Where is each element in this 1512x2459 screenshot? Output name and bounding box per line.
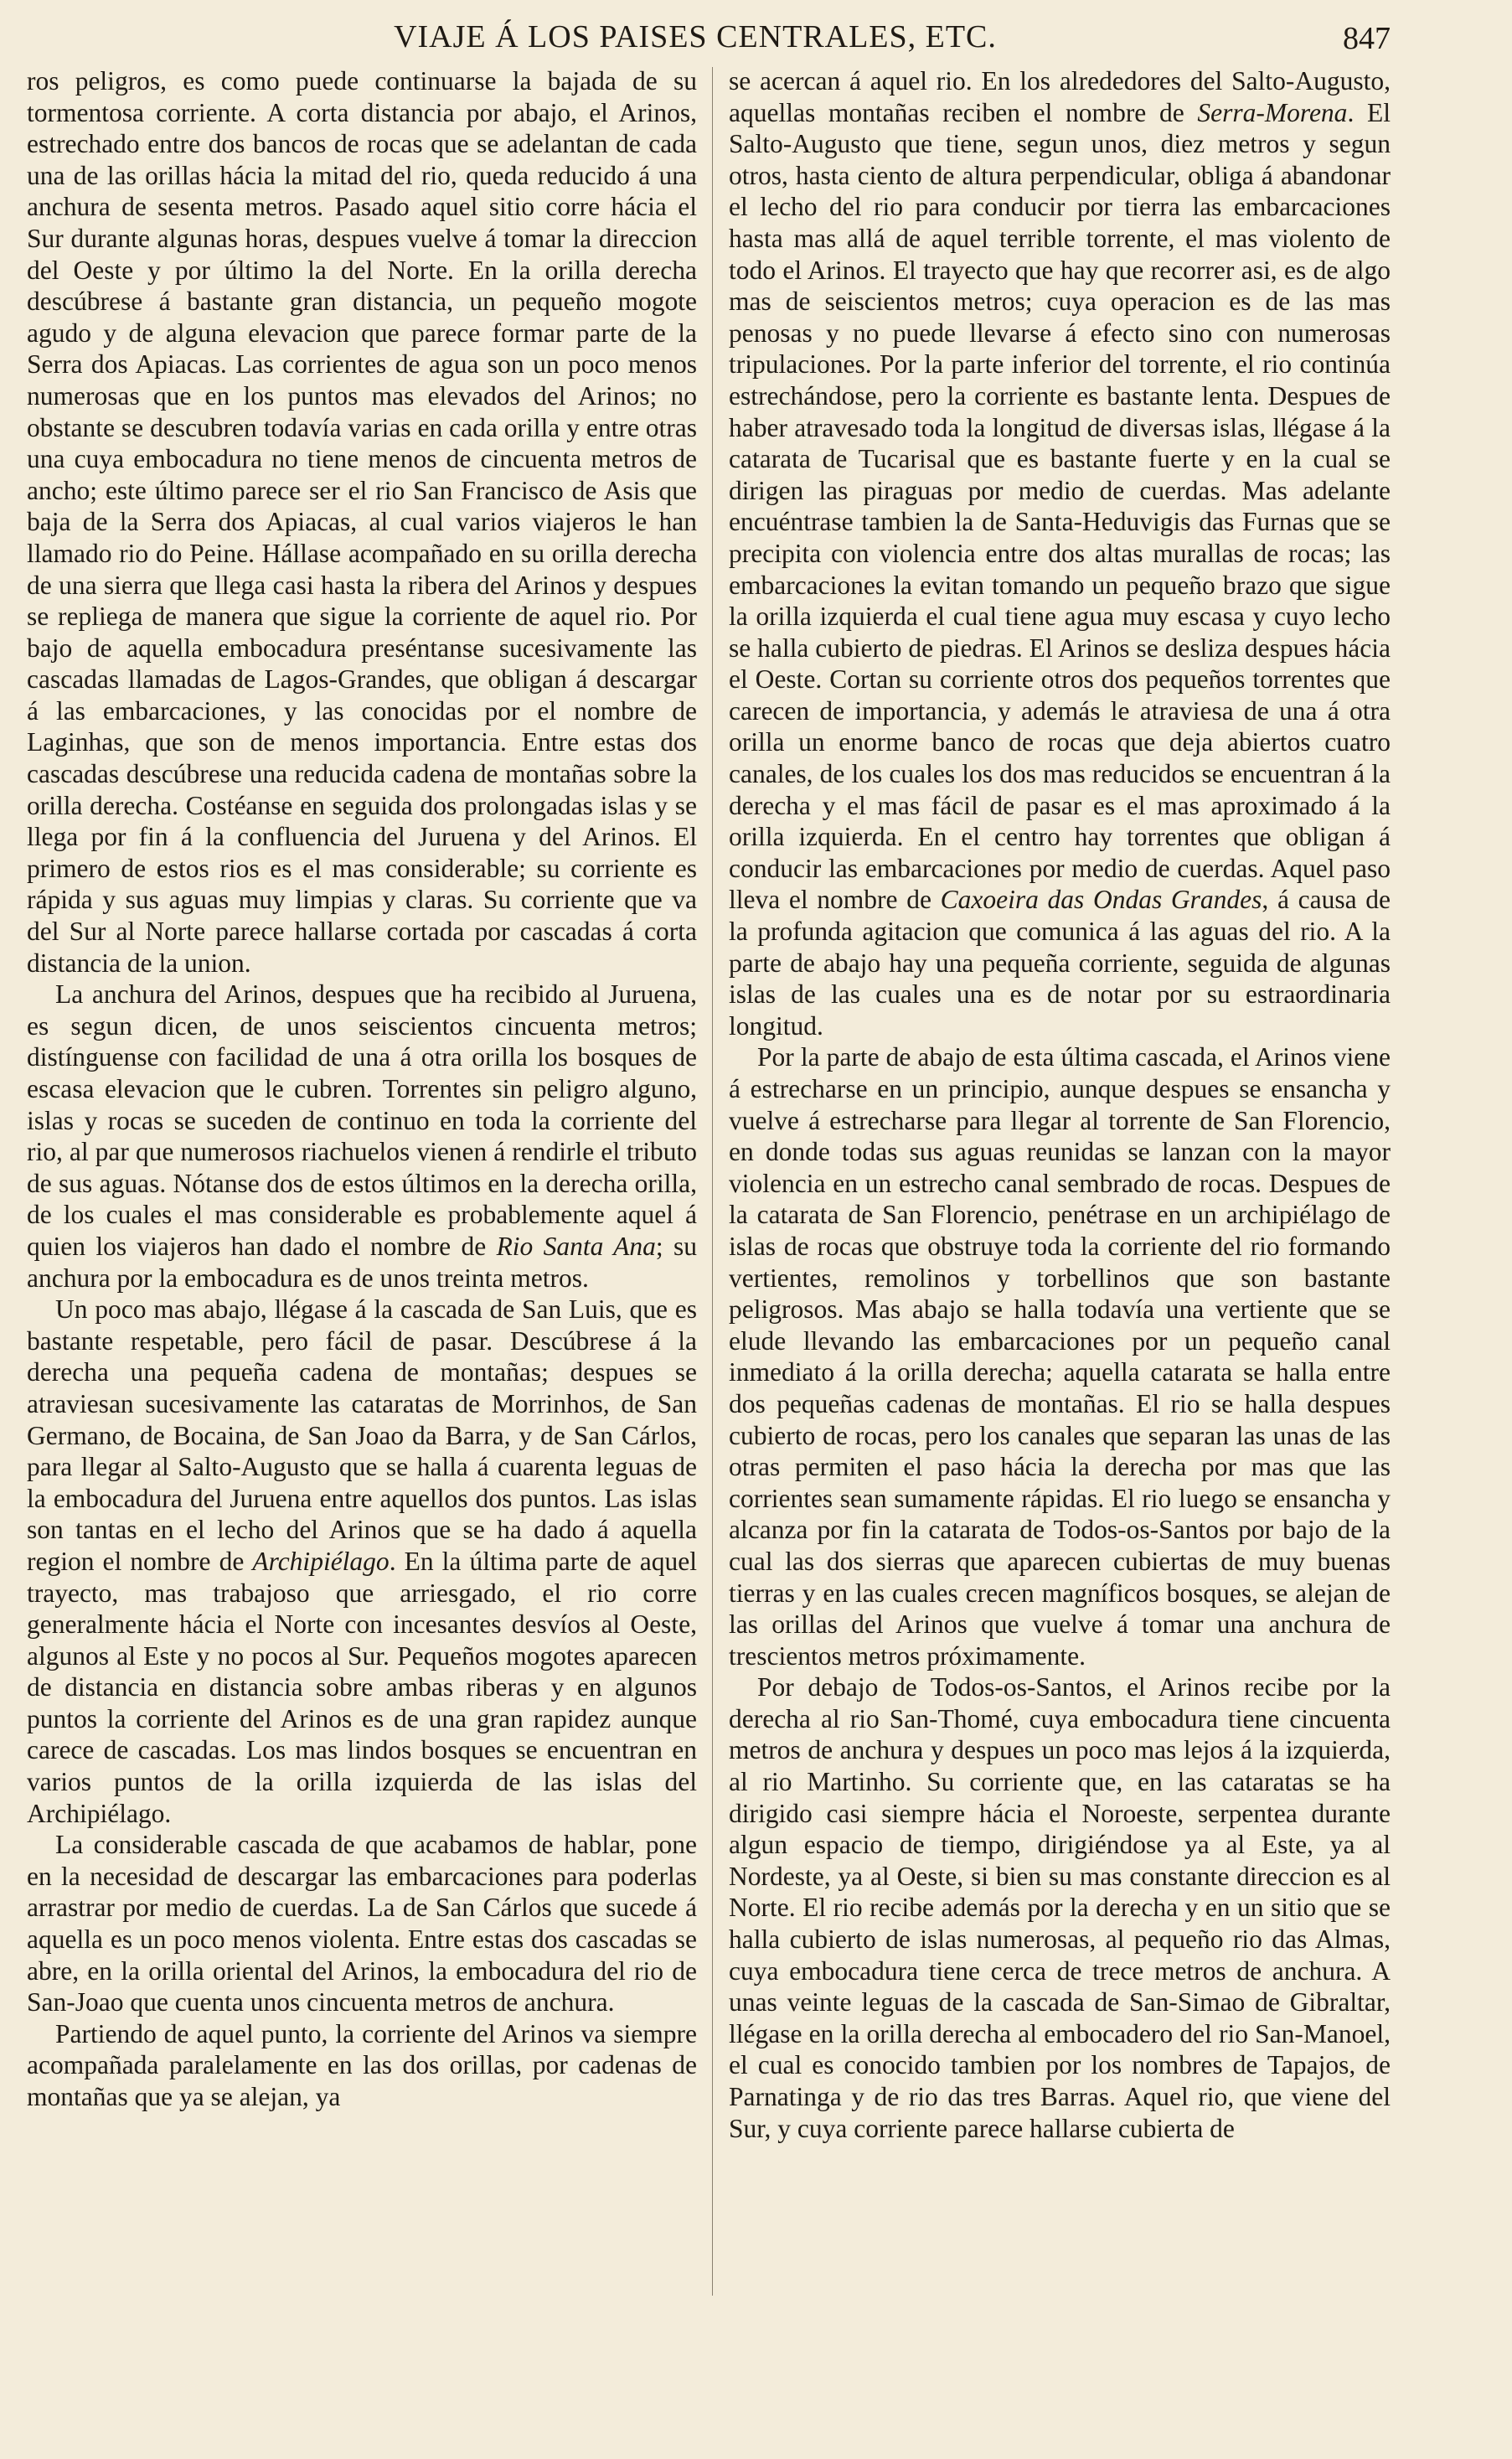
place-name: Caxoeira das Ondas Grandes [940,885,1262,915]
column-divider [712,67,713,2296]
paragraph: La anchura del Arinos, despues que ha recibido al Juruena, es segun dicen, de unos seiscientos cincuenta metros; distínguense con facilidad de una á otra orilla los bosques de escasa elevacion que le cubren. Torrentes sin peligro alguno, islas y rocas se suceden de continuo en toda la corriente del rio, al par que numerosos riachuelos vienen á rendirle el tributo de sus aguas. Nótanse dos de estos últimos en la derecha orilla, de los cuales el mas considerable es probablemente aquel á quien los viajeros han dado el nombre de Rio Santa Ana; su anchura por la embocadura es de unos treinta metros. [27,979,697,1293]
place-name: Rio Santa Ana [496,1231,656,1261]
right-column [729,65,1391,2311]
place-name: Archipiélago [252,1546,390,1576]
page-header [17,18,1391,69]
running-title: VIAJE Á LOS PAISES CENTRALES, ETC. [394,19,997,54]
paragraph: La considerable cascada de que acabamos de hablar, pone en la necesidad de descargar las embarcaciones para poderlas arrastrar por medio de cuerdas. La de San Cárlos que sucede á aquella es un poco menos violenta. Entre estas dos cascadas se abre, en la orilla oriental del Arinos, la embocadura del rio de San-Joao que cuenta unos cincuenta metros de anchura. [27,1830,697,2017]
left-column [27,65,697,2311]
paragraph: Un poco mas abajo, llégase á la cascada de San Luis, que es bastante respetable, pero fácil de pasar. Descúbrese á la derecha una pequeña cadena de montañas; despues se atraviesan sucesivamente las cataratas de Morrinhos, de San Germano, de Bocaina, de San Joao da Barra, y de San Cárlos, para llegar al Salto-Augusto que se halla á cuarenta leguas de la embocadura del Juruena entre aquellos dos puntos. Las islas son tantas en el lecho del Arinos que se ha dado á aquella region el nombre de Archipiélago. En la última parte de aquel trayecto, mas trabajoso que arriesgado, el rio corre generalmente hácia el Norte con incesantes desvíos al Oeste, algunos al Este y no pocos al Sur. Pequeños mogotes aparecen de distancia en distancia sobre ambas riberas y en algunos puntos la corriente del Arinos es de una gran rapidez aunque carece de cascadas. Los mas lindos bosques se encuentran en varios puntos de la orilla izquierda de las islas del Archipiélago. [27,1294,697,1828]
paragraph: Por debajo de Todos-os-Santos, el Arinos recibe por la derecha al rio San-Thomé, cuya embocadura tiene cincuenta metros de anchura y despues un poco mas lejos á la izquierda, al rio Martinho. Su corriente que, en las cataratas se ha dirigido casi siempre hácia el Noroeste, serpentea durante algun espacio de tiempo, dirigiéndose ya al Este, ya al Nordeste, ya al Oeste, si bien su mas constante direccion es al Norte. El rio recibe además por la derecha y en un sitio que se halla cubierto de islas numerosas, al pequeño rio das Almas, cuya embocadura tiene cerca de trece metros de anchura. A unas veinte leguas de la cascada de San-Simao de Gibraltar, llégase en la orilla derecha al embocadero del rio San-Manoel, el cual es conocido tambien por los nombres de Tapajos, de Parnatinga y de rio das tres Barras. Aquel rio, que viene del Sur, y cuya corriente parece hallarse cubierta de [729,1672,1391,2143]
paragraph: ros peligros, es como puede continuarse la bajada de su tormentosa corriente. A corta distancia por abajo, el Arinos, estrechado entre dos bancos de rocas que se adelantan de cada una de las orillas hácia la mitad del rio, queda reducido á una anchura de sesenta metros. Pasado aquel sitio corre hácia el Sur durante algunas horas, despues vuelve á tomar la direccion del Oeste y por último la del Norte. En la orilla derecha descúbrese á bastante gran distancia, un pequeño mogote agudo y de alguna elevacion que parece formar parte de la Serra dos Apiacas. Las corrientes de agua son un poco menos numerosas que en los puntos mas elevados del Arinos; no obstante se descubren todavía varias en cada orilla y entre otras una cuya embocadura no tiene menos de cincuenta metros de ancho; este último parece ser el rio San Francisco de Asis que baja de la Serra dos Apiacas, al cual varios viajeros le han llamado rio do Peine. Hállase acompañado en su orilla derecha de una sierra que llega casi hasta la ribera del Arinos y despues se repliega de manera que sigue la corriente de aquel rio. Por bajo de aquella embocadura preséntanse sucesivamente las cascadas llamadas de Lagos-Grandes, que obligan á descargar á las embarcaciones, y las conocidas por el nombre de Laginhas, que son de menos importancia. Entre estas dos cascadas descúbrese una reducida cadena de montañas sobre la orilla derecha. Costéanse en seguida dos prolongadas islas y se llega por fin á la confluencia del Juruena y del Arinos. El primero de estos rios es el mas considerable; su corriente es rápida y sus aguas muy limpias y claras. Su corriente que va del Sur al Norte parece hallarse cortada por cascadas á corta distancia de la union. [27,66,697,978]
paragraph: se acercan á aquel rio. En los alrededores del Salto-Augusto, aquellas montañas reciben el nombre de Serra-Morena. El Salto-Augusto que tiene, segun unos, diez metros y segun otros, hasta ciento de altura perpendicular, obliga á abandonar el lecho del rio para conducir por tierra las embarcaciones hasta mas allá de aquel terrible torrente, el mas violento de todo el Arinos. El trayecto que hay que recorrer asi, es de algo mas de seiscientos metros; cuya operacion es de las mas penosas y no puede llevarse á efecto sino con numerosas tripulaciones. Por la parte inferior del torrente, el rio continúa estrechándose, pero la corriente es bastante lenta. Despues de haber atravesado toda la longitud de diversas islas, llégase á la catarata de Tucarisal que es bastante fuerte y en la cual se dirigen las piraguas por medio de cuerdas. Mas adelante encuéntrase tambien la de Santa-Heduvigis das Furnas que se precipita con violencia entre dos altas murallas de rocas; las embarcaciones la evitan tomando un pequeño brazo que sigue la orilla izquierda el cual tiene agua muy escasa y cuyo lecho se halla cubierto de piedras. El Arinos se desliza despues hácia el Oeste. Cortan su corriente otros dos pequeños torrentes que carecen de importancia, y además le atraviesa de una á otra orilla un enorme banco de rocas que deja abiertos cuatro canales, de los cuales los dos mas reducidos se encuentran á la derecha y el mas fácil de pasar es el mas aproximado á la orilla izquierda. En el centro hay torrentes que obligan á conducir las embarcaciones por medio de cuerdas. Aquel paso lleva el nombre de Caxoeira das Ondas Grandes, á causa de la profunda agitacion que comunica á las aguas del rio. A la parte de abajo hay una pequeña corriente, seguida de algunas islas de las cuales una es de notar por su estraordinaria longitud. [729,66,1391,1041]
paragraph: Partiendo de aquel punto, la corriente del Arinos va siempre acompañada paralelamente en las dos orillas, por cadenas de montañas que ya se alejan, ya [27,2018,697,2111]
paragraph: Por la parte de abajo de esta última cascada, el Arinos viene á estrecharse en un principio, aunque despues se ensancha y vuelve á estrecharse para llegar al torrente de San Florencio, en donde todas sus aguas reunidas se lanzan con la mayor violencia en un estrecho canal sembrado de rocas. Despues de la catarata de San Florencio, penétrase en un archipiélago de islas de rocas que obstruye toda la corriente del rio formando vertientes, remolinos y torbellinos que son bastante peligrosos. Mas abajo se halla todavía una vertiente que se elude llevando las embarcaciones por un pequeño canal inmediato á la orilla derecha; aquella catarata se halla entre dos pequeñas cadenas de montañas. El rio se halla despues cubierto de rocas, pero los canales que separan las unas de las otras permiten el paso hácia la derecha por mas que las corrientes sean sumamente rápidas. El rio luego se ensancha y alcanza por fin la catarata de Todos-os-Santos por bajo de la cual las dos sierras que aparecen cubiertas de muy buenas tierras y en las cuales crecen magníficos bosques, se alejan de las orillas del Arinos que vuelve á tomar una anchura de trescientos metros próximamente. [729,1042,1391,1671]
place-name: Serra-Morena [1197,97,1348,127]
page-number: 847 [1343,21,1391,56]
